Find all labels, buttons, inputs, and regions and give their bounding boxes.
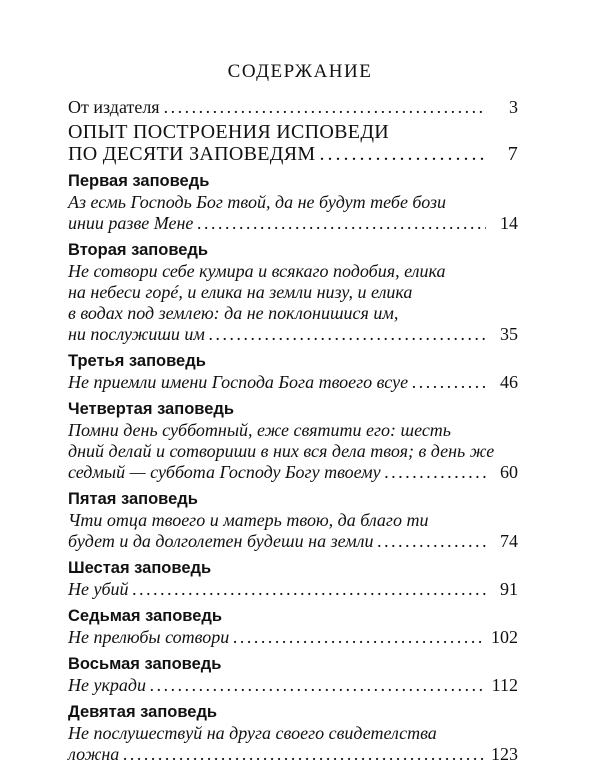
toc-section[interactable]	[68, 558, 518, 600]
part-title-line1: ОПЫТ ПОСТРОЕНИЯ ИСПОВЕДИ	[68, 121, 389, 143]
toc-page-number: 112	[491, 675, 518, 695]
commandment-text-line: Не приемли имени Господа Бога твоего всуе	[68, 372, 409, 392]
commandment-heading: Пятая заповедь	[68, 490, 198, 508]
toc-section[interactable]	[68, 606, 518, 648]
commandment-text-line: дний делай и сотвориши в них вся дела твоя; в день же	[68, 441, 495, 461]
commandment-text-line: инии разве Мене	[68, 213, 194, 233]
dot-leader	[133, 579, 486, 600]
toc-entry-label: От издателя	[68, 97, 160, 117]
dot-leader	[412, 372, 486, 393]
dot-leader	[123, 744, 486, 765]
commandment-sections	[68, 171, 518, 765]
commandment-last-line	[68, 372, 518, 393]
table-of-contents	[68, 96, 518, 765]
commandment-last-line	[68, 462, 518, 483]
commandment-text-line: Помни день субботный, еже святити его: шесть	[68, 420, 452, 440]
commandment-text-line: в водах под землею: да не поклонишися им,	[68, 303, 399, 323]
commandment-text-line: седмый — суббота Господу Богу твоему	[68, 462, 381, 482]
dot-leader	[319, 143, 486, 165]
commandment-text-line: на небеси горé, и елика на земли низу, и елика	[68, 282, 413, 302]
commandment-heading: Шестая заповедь	[68, 559, 212, 577]
commandment-heading: Четвертая заповедь	[68, 400, 234, 418]
page-title: СОДЕРЖАНИЕ	[227, 61, 373, 82]
part-title-line2: ПО ДЕСЯТИ ЗАПОВЕДЯМ	[68, 143, 316, 165]
commandment-text-line: Не прелюбы сотвори	[68, 627, 230, 647]
commandment-last-line	[68, 744, 518, 765]
toc-page-number: 35	[500, 324, 518, 344]
dot-leader	[209, 324, 486, 345]
commandment-text-line: будет и да долголетен будеши на земли	[68, 531, 374, 551]
commandment-text-line: Аз есмь Господь Бог твой, да не будут тебе бози	[68, 192, 447, 212]
commandment-text-line: Чти отца твоего и матерь твою, да благо ти	[68, 510, 429, 530]
commandment-text-line: ни послужиши им	[68, 324, 205, 344]
commandment-last-line	[68, 675, 518, 696]
toc-section[interactable]	[68, 171, 518, 234]
commandment-heading: Третья заповедь	[68, 352, 206, 370]
commandment-last-line	[68, 213, 518, 234]
dot-leader	[150, 675, 486, 696]
toc-section[interactable]	[68, 489, 518, 552]
dot-leader	[164, 96, 486, 118]
toc-page-number: 60	[500, 462, 518, 482]
commandment-last-line	[68, 531, 518, 552]
commandment-text-line: Не укради	[68, 675, 147, 695]
toc-section[interactable]	[68, 702, 518, 765]
toc-page-number: 74	[500, 531, 518, 551]
commandment-text-line: Не послушествуй на друга своего свидетелства	[68, 723, 437, 743]
toc-page-number: 102	[491, 627, 518, 647]
commandment-text-line: Не сотвори себе кумира и всякаго подобия, елика	[68, 261, 446, 281]
toc-section[interactable]	[68, 240, 518, 345]
toc-entry-publisher[interactable]	[68, 96, 518, 118]
toc-section[interactable]	[68, 351, 518, 393]
commandment-last-line	[68, 627, 518, 648]
commandment-heading: Седьмая заповедь	[68, 607, 223, 625]
dot-leader	[377, 531, 486, 552]
commandment-text-line: Не убий	[68, 579, 129, 599]
toc-page-number: 123	[491, 744, 518, 764]
commandment-heading: Восьмая заповедь	[68, 655, 222, 673]
toc-section[interactable]	[68, 654, 518, 696]
commandment-heading: Девятая заповедь	[68, 703, 218, 721]
toc-page-number: 91	[500, 579, 518, 599]
commandment-last-line	[68, 579, 518, 600]
toc-part-heading[interactable]	[68, 121, 518, 165]
toc-page-number: 14	[500, 213, 518, 233]
dot-leader	[233, 627, 486, 648]
dot-leader	[385, 462, 486, 483]
toc-page-number: 46	[500, 372, 518, 392]
toc-page-number: 3	[509, 97, 518, 117]
commandment-text-line: ложна	[68, 744, 120, 764]
toc-section[interactable]	[68, 399, 518, 483]
toc-page-number: 7	[507, 143, 518, 165]
commandment-last-line	[68, 324, 518, 345]
commandment-heading: Вторая заповедь	[68, 241, 209, 259]
commandment-heading: Первая заповедь	[68, 172, 210, 190]
dot-leader	[197, 213, 486, 234]
part-title-line2-row	[68, 143, 518, 165]
